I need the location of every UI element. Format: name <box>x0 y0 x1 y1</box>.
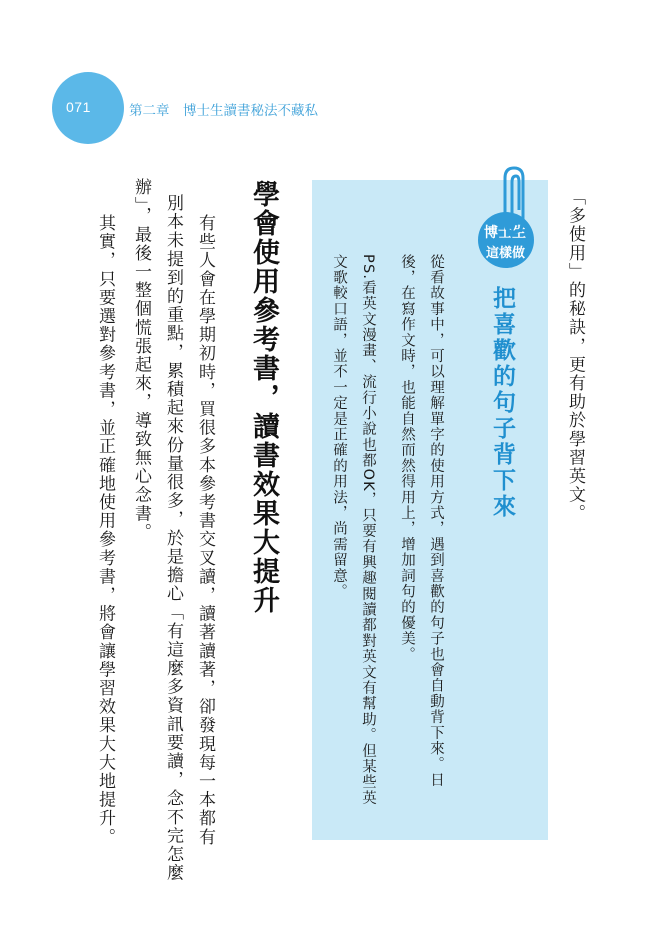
tip-line-4: 文歌較口語，並不一定是正確的用法，尚需留意。 <box>331 254 347 600</box>
section-heading: 學會使用參考書，讀書效果大提升 <box>248 180 279 615</box>
badge-line-2: 這樣做 <box>486 246 526 261</box>
badge-line-1: 博士生 <box>484 225 526 241</box>
running-head: 第二章 博士生讀書秘法不藏私 <box>129 103 318 119</box>
intro-line: 「多使用」的秘訣，更有助於學習英文。 <box>565 188 585 523</box>
page-number: 071 <box>66 99 91 115</box>
paragraph-line-1: 有些人會在學期初時，買很多本參考書交叉讀，讀著讀著，卻發現每一本都有 <box>195 214 215 847</box>
paragraph-line-3: 辦」，最後一整個慌張起來，導致無心念書。 <box>131 178 151 542</box>
paperclip-icon <box>495 166 531 238</box>
tip-line-1: 從看故事中，可以理解單字的使用方式，遇到喜歡的句子也會自動背下來。日 <box>428 254 444 788</box>
paragraph-line-2: 別本未提到的重點，累積起來份量很多，於是擔心「有這麼多資訊要讀，念不完怎麼 <box>163 194 183 883</box>
tip-title: 把喜歡的句子背下來 <box>489 286 516 520</box>
tip-line-2: 後，在寫作文時，也能自然而然得用上，增加詞句的優美。 <box>399 254 415 663</box>
tip-line-3: PS.看英文漫畫、流行小說也都OK，只要有興趣閱讀都對英文有幫助。但某些英 <box>360 254 376 806</box>
paragraph-line-4: 其實，只要選對參考書，並正確地使用參考書，將會讓學習效果大大地提升。 <box>95 214 115 847</box>
